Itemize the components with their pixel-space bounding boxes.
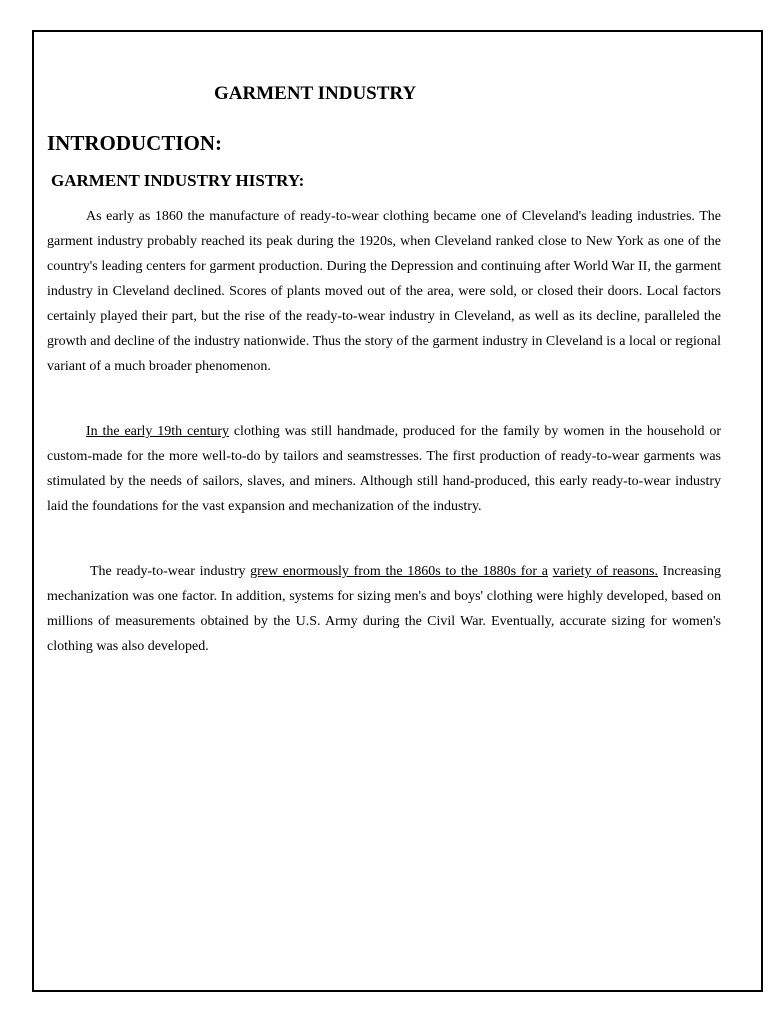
paragraph-2-text: clothing was still handmade, produced for the family by women in the household or custom-made for the more well-to-do by tailors and seamstresses. The first production of ready-to-wear garments was stimulated by the needs of sailors, slaves, and miners. Although still hand-produced, this early ready-to-wear industry laid the foundations for the vast expansion and mechanization of the industry. [47,424,721,514]
paragraph-3-lead: The ready-to-wear industry [90,564,251,579]
sub-heading: GARMENT INDUSTRY HISTRY: [51,171,305,190]
paragraph-2-underlined-phrase: In the early 19th century [86,424,229,439]
paragraph-3-underlined-phrase-1: grew enormously from the 1860s to the 1880s for a [250,564,548,579]
paragraph-3 [47,559,721,659]
paragraph-3-underlined-phrase-2: variety of reasons. [552,564,659,579]
paragraph-1 [47,204,721,379]
document-title: GARMENT INDUSTRY [214,83,417,104]
paragraph-2 [47,419,721,519]
paragraph-3-text: Increasing mechanization was one factor. In addition, systems for sizing men's and boys' clothing were highly developed, based on millions of measurements obtained by the U.S. Army during the Civil War. Eventually, accurate sizing for women's clothing was also developed. [47,564,721,654]
paragraph-1-text: As early as 1860 the manufacture of ready-to-wear clothing became one of Cleveland's leading industries. The garment industry probably reached its peak during the 1920s, when Cleveland ranked close to New York as one of the country's leading centers for garment production. During the Depression and continuing after World War II, the garment industry in Cleveland declined. Scores of plants moved out of the area, were sold, or closed their doors. Local factors certainly played their part, but the rise of the ready-to-wear industry in Cleveland, as well as its decline, paralleled the growth and decline of the industry nationwide. Thus the story of the garment industry in Cleveland is a local or regional variant of a much broader phenomenon. [47,209,721,374]
section-heading: INTRODUCTION: [47,131,223,155]
